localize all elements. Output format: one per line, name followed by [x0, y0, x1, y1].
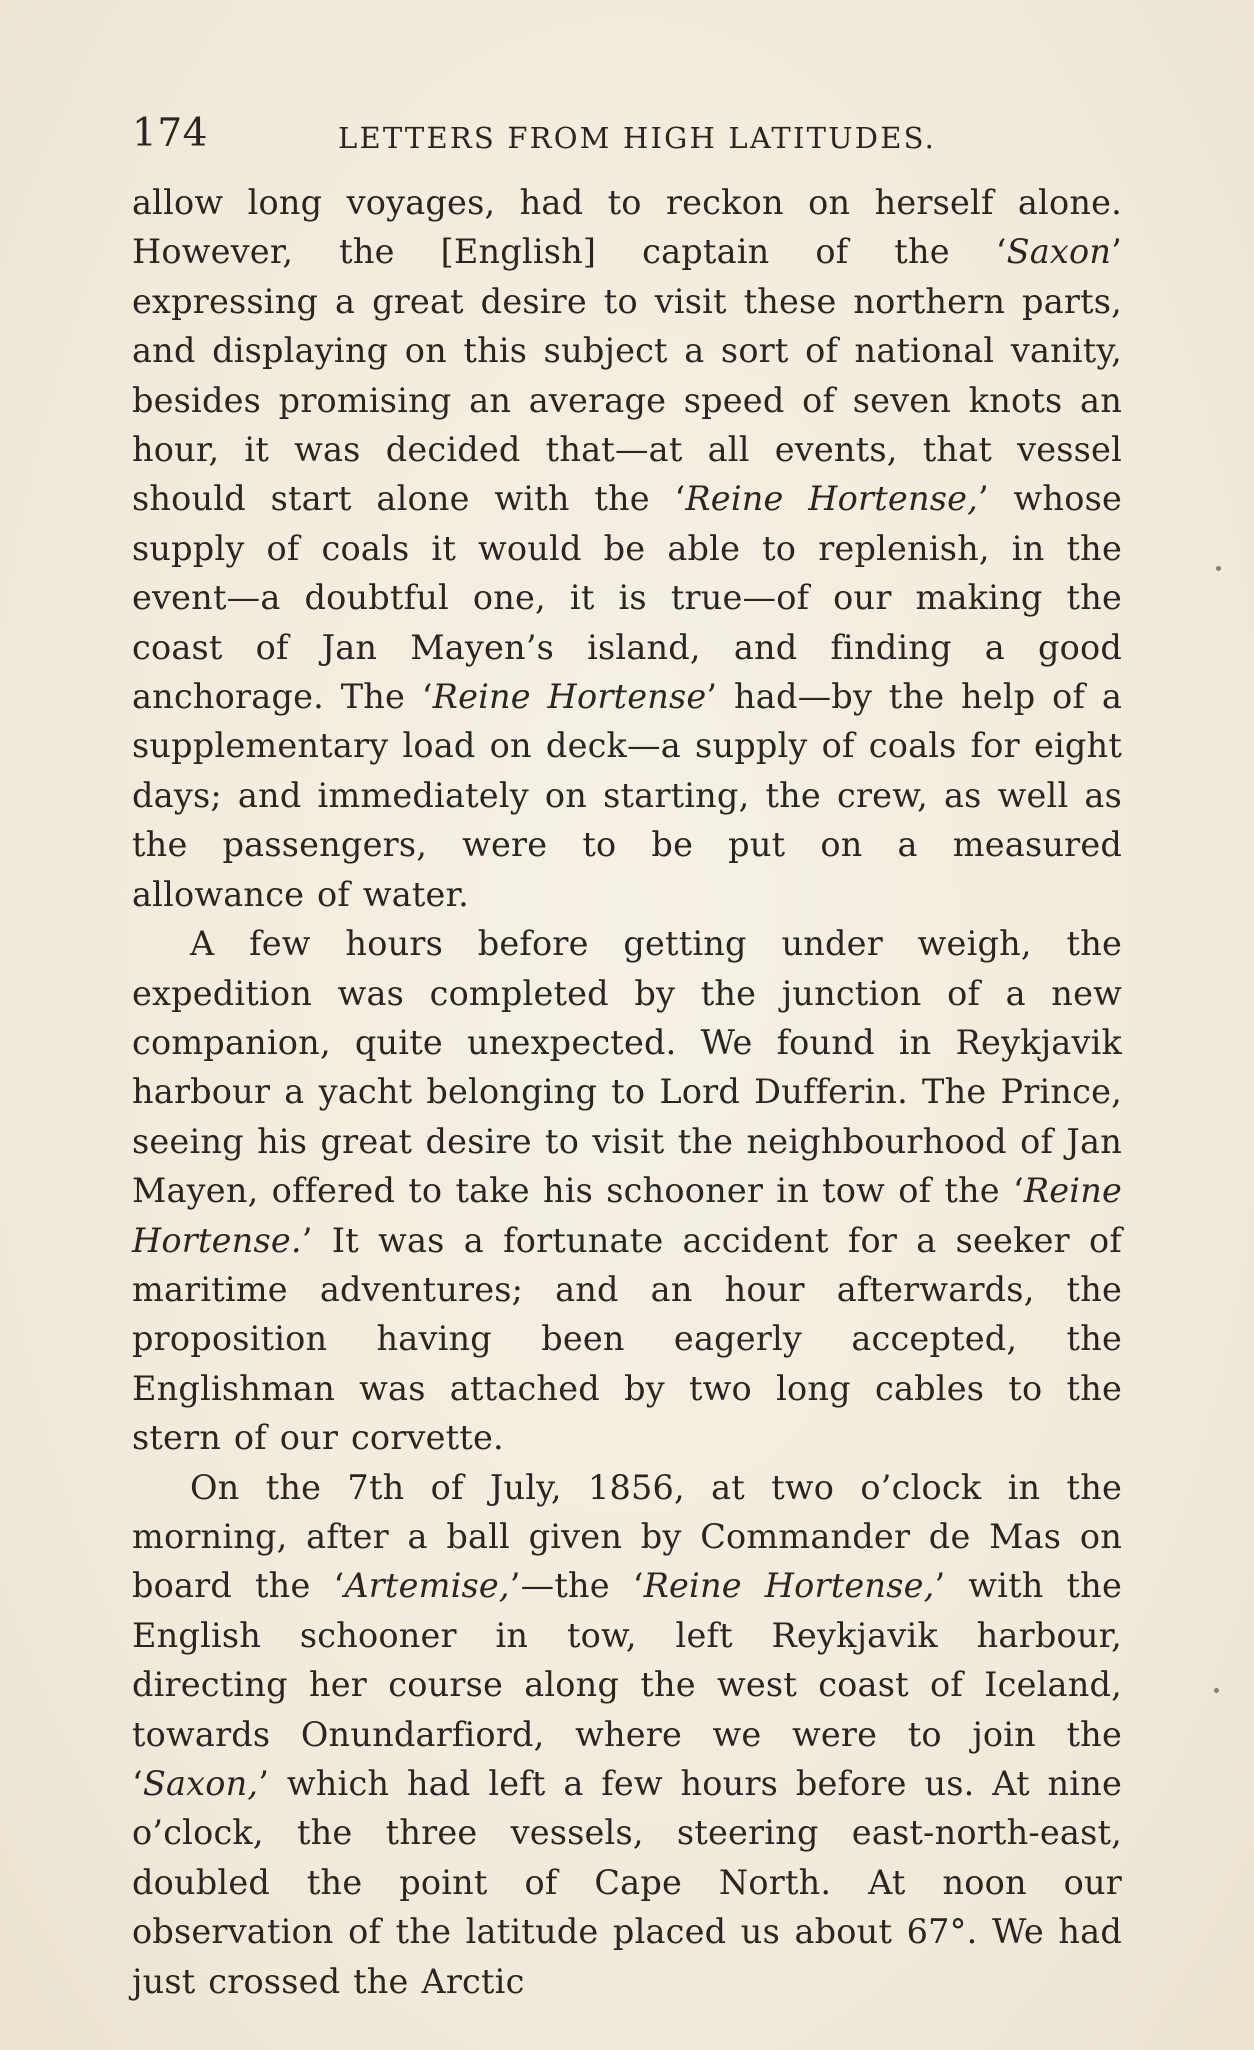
ship-name: Saxon	[1006, 232, 1112, 272]
ship-name: Reine Hortense,	[685, 479, 978, 519]
body-text	[132, 178, 1122, 2006]
text-run: ’ It was a fortunate accident for a seeker of maritime adventures; and an hour afterwards, the proposition having been eagerly accepted, the Englishman was attached by two long cables to the stern of our corvette.	[132, 1220, 1122, 1458]
text-run: ’—the ‘	[509, 1566, 644, 1606]
text-run: A few hours before getting under weigh, the expedition was completed by the junction of a new companion, quite unexpected. We found in Reykjavik harbour a yacht belonging to Lord Dufferin. The Prince, seeing his great desire to visit the neighbourhood of Jan Mayen, offered to take his schooner in tow of the ‘	[132, 924, 1122, 1211]
margin-speck	[1216, 566, 1221, 571]
ship-name: Artemise,	[344, 1566, 510, 1606]
text-run: ’ had—by the help of a supplementary load on deck—a supply of coals for eight days; and immediately on starting, the crew, as well as the passengers, were to be put on a measured allowance of water.	[132, 677, 1122, 914]
text-run: allow long voyages, had to reckon on herself alone. However, the [English] captain of the ‘	[132, 183, 1122, 272]
margin-speck	[1214, 1688, 1219, 1693]
ship-name: Reine Hortense.	[132, 1171, 1122, 1260]
text-run: ’ with the English schooner in tow, left Reykjavik harbour, directing her course along the west coast of Iceland, towards Onundarfiord, where we were to join the ‘	[132, 1566, 1122, 1803]
text-run: ’ whose supply of coals it would be able to replenish, in the event—a doubtful one, it is true—of our making the coast of Jan Mayen’s island, and finding a good anchorage. The ‘	[132, 479, 1122, 717]
paragraph-1	[132, 178, 1122, 919]
ship-name: Reine Hortense	[432, 677, 707, 717]
text-run: ’ which had left a few hours before us. At nine o’clock, the three vessels, steering east-north-east, doubled the point of Cape North. At noon our observation of the latitude placed us about 67°. We had just crossed the Arctic	[132, 1764, 1122, 2001]
page-number: 174	[132, 111, 208, 156]
ship-name: Saxon,	[142, 1764, 259, 1803]
text-run: On the 7th of July, 1856, at two o’clock in the morning, after a ball given by Commander de Mas on board the ‘	[132, 1467, 1122, 1606]
text-run: ’ expressing a great desire to visit these northern parts, and displaying on this subject a sort of national vanity, besides promising an average speed of seven knots an hour, it was decided that—at all events, that vessel should start alone with the ‘	[132, 232, 1122, 519]
paragraph-3	[132, 1463, 1122, 2006]
running-head: LETTERS FROM HIGH LATITUDES.	[338, 121, 937, 155]
ship-name: Reine Hortense,	[643, 1566, 935, 1606]
page-header	[132, 106, 1122, 162]
paragraph-2	[132, 919, 1122, 1462]
